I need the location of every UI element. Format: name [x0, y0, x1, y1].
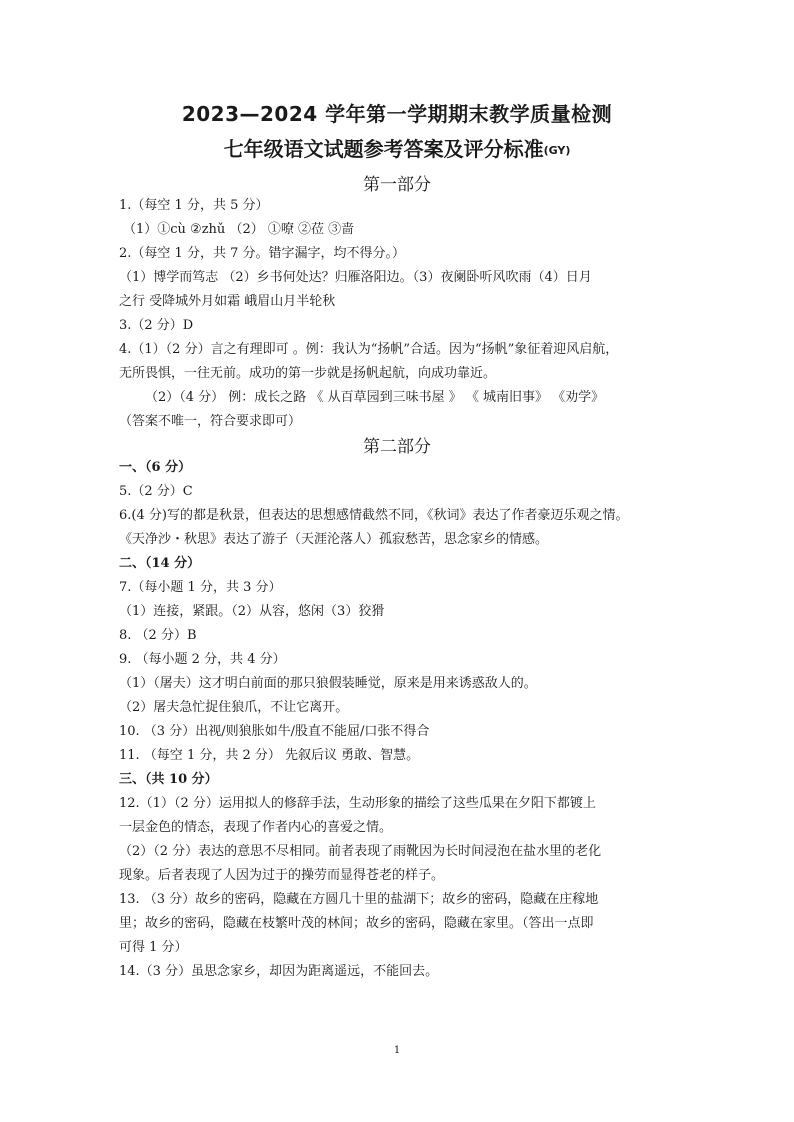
answer-line: 2.（每空 1 分，共 7 分。错字漏字，均不得分。）: [119, 246, 405, 261]
answer-line: （答案不唯一，符合要求即可）: [119, 414, 302, 429]
answer-line: 13. （3 分）故乡的密码，隐藏在方圆几十里的盐湖下；故乡的密码，隐藏在庄稼地: [119, 892, 599, 907]
answer-line: 14.（3 分）虽思念家乡，却因为距离遥远，不能回去。: [119, 964, 439, 979]
section-heading: 二、（14 分）: [119, 556, 201, 571]
document-title: 2023—2024 学年第一学期期末教学质量检测: [181, 102, 613, 126]
answer-line: 可得 1 分）: [119, 940, 188, 955]
part-one-answers: [119, 194, 679, 434]
section-heading: 一、（6 分）: [119, 460, 192, 475]
answer-line: 5.（2 分）C: [119, 484, 193, 499]
answer-line: （2）（2 分）表达的意思不尽相同。前者表现了雨靴因为长时间浸泡在盐水里的老化: [119, 844, 602, 859]
answer-line: 1.（每空 1 分，共 5 分）: [119, 198, 269, 213]
answer-line: 现象。后者表现了人因为过于的操劳而显得苍老的样子。: [119, 868, 445, 883]
section-heading: 三、（共 10 分）: [119, 772, 218, 787]
answer-line: 8. （2 分）B: [119, 628, 197, 643]
subtitle-tag: (GY): [543, 144, 571, 157]
answer-line: （2）（4 分） 例：成长之路 《 从百草园到三味书屋 》 《 城南旧事》 《劝学》: [145, 390, 605, 405]
answer-line: 6.(4 分)写的都是秋景，但表达的思想感情截然不同，《秋词》表达了作者豪迈乐观之情。: [119, 508, 629, 523]
answer-line: （1）①cù ②zhǔ （2） ①嘹 ②莅 ③啬: [123, 222, 355, 237]
document-subtitle: [0, 133, 794, 162]
answer-line: 3.（2 分）D: [119, 318, 194, 333]
page-number: 1: [393, 1045, 401, 1056]
answer-line: （1）（屠夫）这才明白前面的那只狼假装睡觉，原来是用来诱惑敌人的。: [119, 676, 537, 691]
answer-line: 4.（1）（2 分）言之有理即可 。例：我认为“扬帆”合适。因为“扬帆”象征着迎风启航，: [119, 342, 619, 357]
answer-line: 10. （3 分）出视/则狼胀如牛/股直不能屈/口张不得合: [119, 724, 430, 739]
answer-line: 无所畏惧，一往无前。成功的第一步就是扬帆起航，向成功靠近。: [119, 366, 497, 381]
answer-line: 里；故乡的密码，隐藏在枝繁叶茂的林间；故乡的密码，隐藏在家里。（答出一点即: [119, 916, 594, 931]
part-one-heading: 第一部分: [363, 175, 431, 195]
answer-line: 11. （每空 1 分，共 2 分） 先叙后议 勇敢、智慧。: [119, 748, 420, 763]
answer-line: 7.（每小题 1 分，共 3 分）: [119, 580, 282, 595]
answer-line: （1）连接，紧跟。（2）从容，悠闲（3）狡猾: [119, 604, 385, 619]
answer-line: 之行 受降城外月如霜 峨眉山月半轮秋: [119, 294, 336, 309]
answer-line: （1）博学而笃志 （2）乡书何处达？归雁洛阳边。（3）夜阑卧听风吹雨（4）日月: [119, 270, 592, 285]
answer-line: 9. （每小题 2 分，共 4 分）: [119, 652, 286, 667]
answer-line: （2）屠夫急忙捉住狼爪，不让它离开。: [119, 700, 349, 715]
answer-line: 一层金色的情态，表现了作者内心的喜爱之情。: [119, 820, 393, 835]
subtitle-text: 七年级语文试题参考答案及评分标准: [223, 137, 544, 161]
answer-line: 12.（1）（2 分）运用拟人的修辞手法，生动形象的描绘了这些瓜果在夕阳下都镀上: [119, 796, 596, 811]
answer-line: 《天净沙・秋思》表达了游子（天涯沦落人）孤寂愁苦，思念家乡的情感。: [119, 532, 549, 547]
part-two-heading: 第二部分: [363, 437, 431, 457]
part-two-answers: [119, 456, 679, 984]
